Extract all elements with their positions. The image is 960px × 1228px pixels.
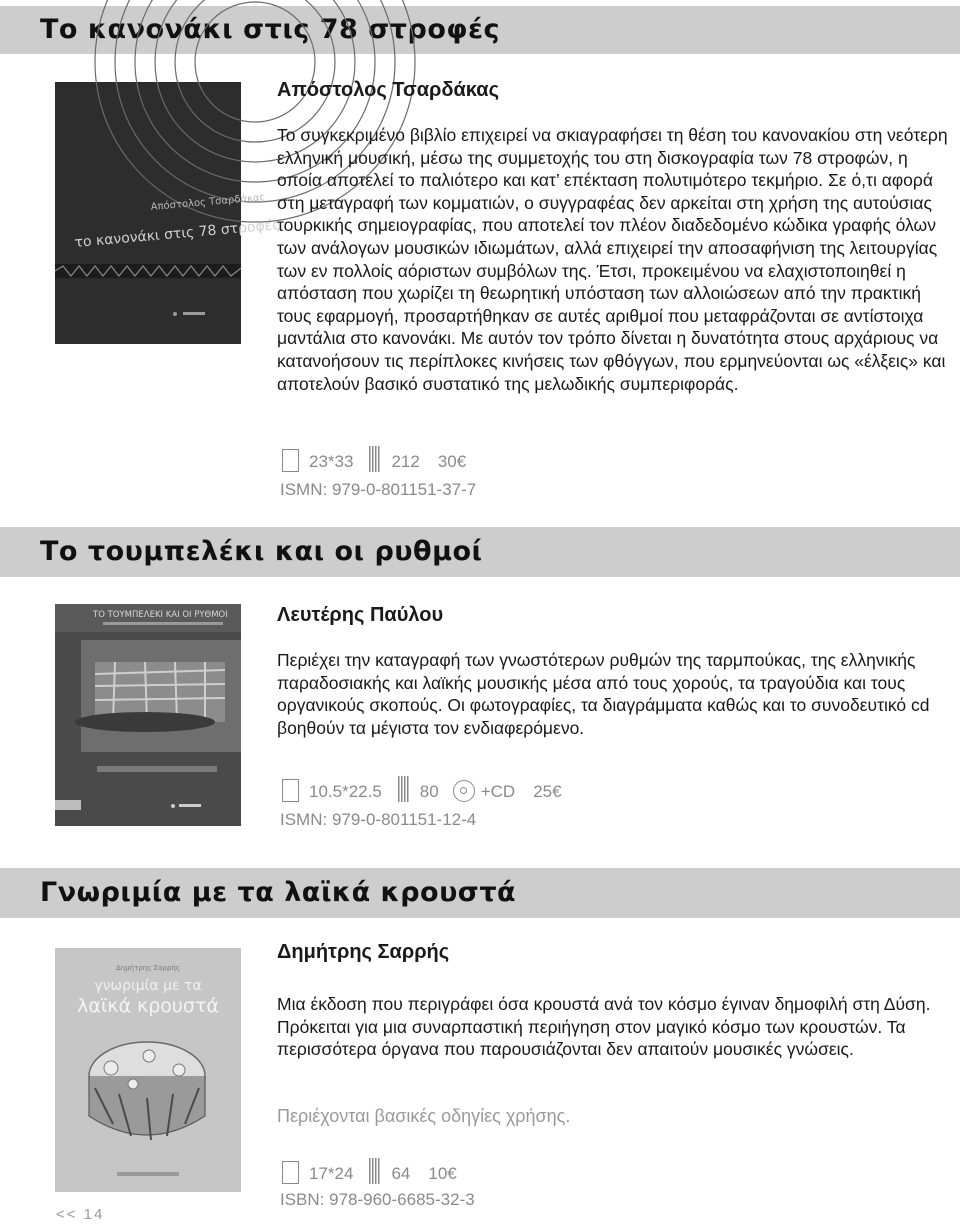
author-name: Λευτέρης Παύλου [277,604,444,626]
svg-text:το κανονάκι στις 78 στροφές: το κανονάκι στις 78 στροφές [73,217,282,251]
book-price: 10€ [428,1164,457,1183]
book-price: 30€ [437,452,467,471]
size-box-icon [282,1161,299,1184]
book-note: Περιέχονται βασικές οδηγίες χρήσης. [277,1106,571,1126]
book-specs [282,1158,457,1184]
book-isbn: ISMN: 979-0-801151-37-7 [280,480,477,499]
pages-barcode-icon [398,776,410,802]
book-format: 23*33 [309,452,354,471]
cd-icon [453,780,475,802]
book-extra: +CD [480,782,516,801]
svg-text:ΤΟ ΤΟΥΜΠΕΛΕΚΙ ΚΑΙ ΟΙ ΡΥΘΜΟΙ: ΤΟ ΤΟΥΜΠΕΛΕΚΙ ΚΑΙ ΟΙ ΡΥΘΜΟΙ [93,610,228,620]
book-format: 17*24 [309,1164,354,1183]
section-title: Το τουμπελέκι και οι ρυθμοί [40,536,483,567]
book-specs [282,776,562,802]
author-name: Δημήτρης Σαρρής [277,941,450,963]
section-title: Το κανονάκι στις 78 στροφές [40,14,501,45]
book-description: Μια έκδοση που περιγράφει όσα κρουστά ανά τον κόσμο έγιναν δημοφιλή στη Δύση. Πρόκειται για μια συναρπαστική περιήγηση στον μαγικό κόσμο των κρουστών. Τα περισσότερα όργανα που παρουσιάζονται δεν απαιτούν μουσικές γνώσεις. [277,994,931,1060]
section-header-band [0,527,960,577]
book-cover-kanonaki [55,82,282,344]
svg-text:γνωριμία με τα: γνωριμία με τα [94,978,202,994]
svg-text:Δημήτρης Σαρρής: Δημήτρης Σαρρής [115,964,181,972]
book-pages: 64 [391,1164,411,1183]
svg-text:Απόστολος Τσαρδάκας: Απόστολος Τσαρδάκας [150,192,266,213]
book-cover-krousta [55,948,241,1192]
page-number: << 14 [56,1206,105,1223]
book-isbn: ISBN: 978-960-6685-32-3 [280,1190,475,1209]
book-specs [282,446,466,472]
section-header-band [0,6,960,54]
size-box-icon [282,449,299,472]
book-isbn: ISMN: 979-0-801151-12-4 [280,810,477,829]
pages-barcode-icon [369,446,381,472]
book-price: 25€ [533,782,562,801]
book-pages: 80 [419,782,439,801]
book-description: Περιέχει την καταγραφή των γνωστότερων ρυθμών της ταρμπούκας, της ελληνικής παραδοσιακής και λαϊκής μουσικής μέσα από τους χορούς, τα τραγούδια και τους οργανικούς σκοπούς. Οι φωτογραφίες, τα διαγράμματα καθώς και το συνοδευτικό cd βοηθούν τα μέγιστα τον ενδιαφερόμενο. [277,650,930,738]
book-pages: 212 [391,452,420,471]
section-title: Γνωριμία με τα λαϊκά κρουστά [40,877,517,908]
author-name: Απόστολος Τσαρδάκας [277,79,499,101]
book-cover-toumbeleki [55,604,241,826]
book-description: Το συγκεκριμένο βιβλίο επιχειρεί να σκιαγραφήσει τη θέση του κανονακίου στη νεότερη ελληνική μουσική, μέσω της συμμετοχής του στη δισκογραφία των 78 στροφών, η οποία αποτελεί το παλιότερο και κατ’ επέκταση πολυτιμότερο τεκμήριο. Σε ό,τι αφορά στη μεταγραφή των κομματιών, ο συγγραφέας δεν αρκείται στη χρήση της αυτούσιας τουρκικής σημειογραφίας, που αποτελεί τον πλέον διαδεδομένο κώδικα γραφής όλων των ανάλογων μουσικών ιδιωμάτων, αλλά επιχειρεί την αποσαφήνιση της λειτουργίας των εν πολλοίς αόριστων συμβόλων της. Έτσι, προκειμένου να ελαχιστοποιηθεί η απόσταση που χωρίζει τη θεωρητική υπόσταση των αλλοιώσεων από την πρακτική τους εφαρμογή, προσαρτήθηκαν σε αυτές αριθμοί που μεταφράζονται σε αντίστοιχα μαντάλια στο κανονάκι. Με αυτόν τον τρόπο δίνεται η δυνατότητα στους αρχάριους να κατανοήσουν τις περίπλοκες κινήσεις των φθόγγων, που ερμηνεύονται ως «έλξεις» και αποτελούν βασικό συστατικό της μελωδικής συμπεριφοράς. [277,125,948,394]
book-format: 10.5*22.5 [309,782,382,801]
section-header-band [0,868,960,918]
pages-barcode-icon [369,1158,381,1184]
size-box-icon [282,779,299,802]
cover-title: λαϊκά κρουστά [77,995,219,1017]
